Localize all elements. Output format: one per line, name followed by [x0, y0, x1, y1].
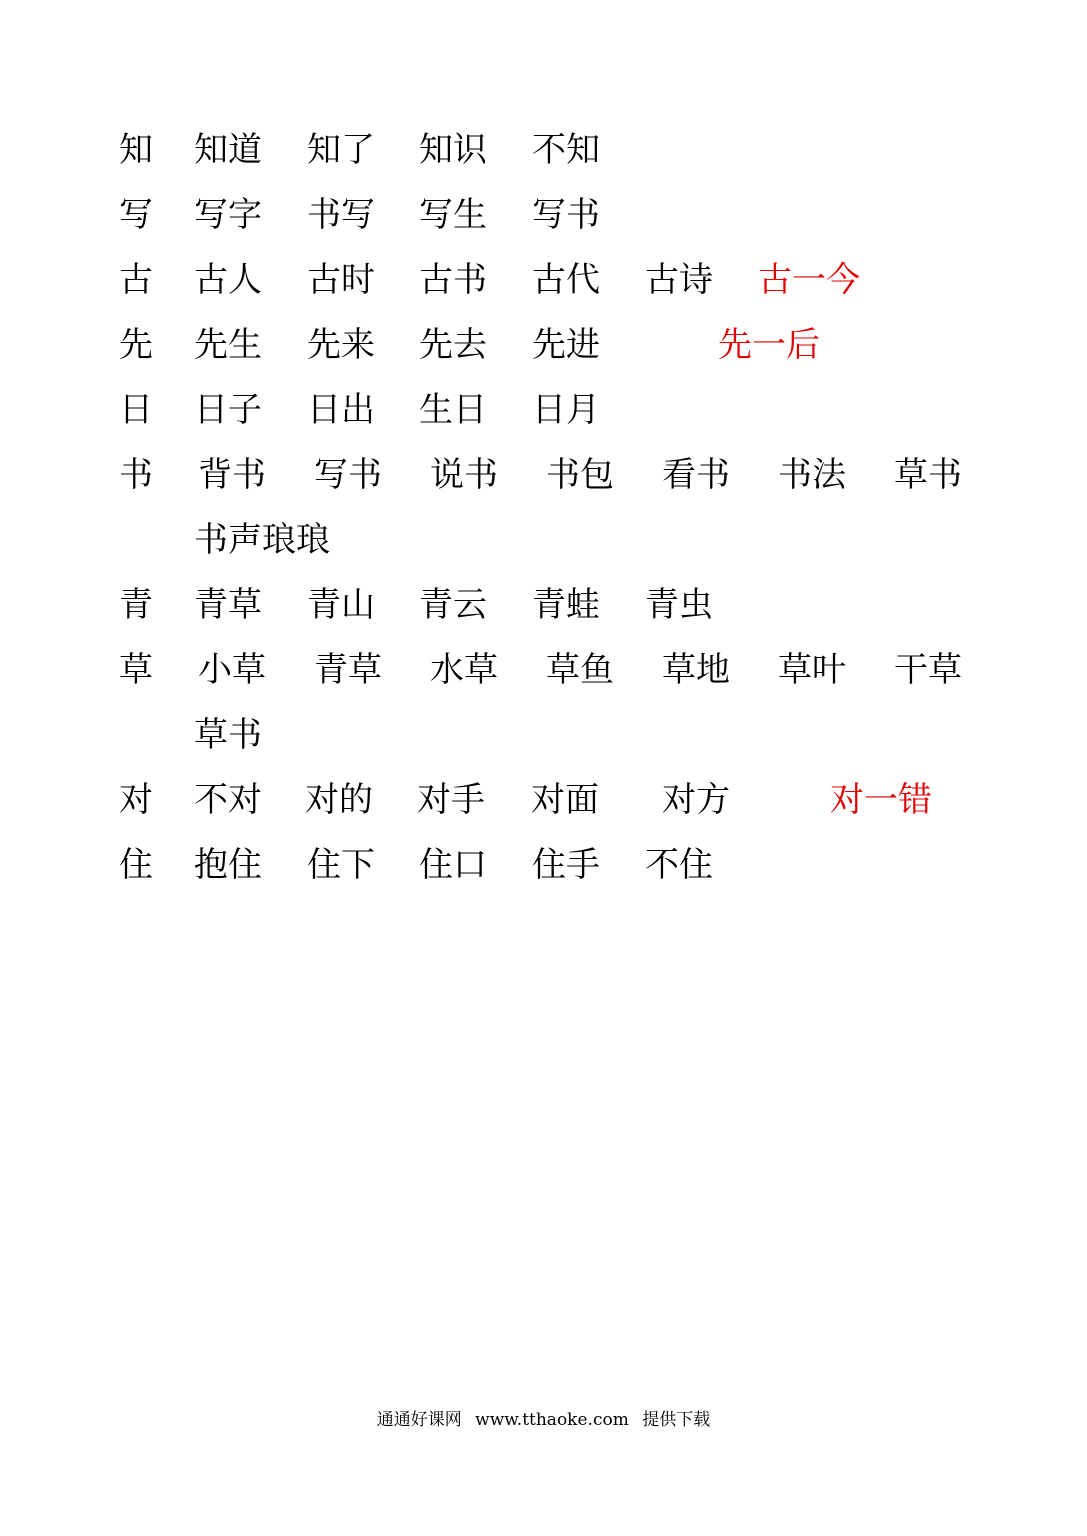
word: 住口 [419, 845, 487, 885]
head-char: 住 [119, 845, 153, 885]
head-char: 知 [119, 130, 153, 170]
word: 先进 [532, 325, 600, 365]
word: 看书 [662, 455, 730, 495]
word: 青云 [419, 585, 487, 625]
head-char: 先 [119, 325, 153, 365]
antonym-pair: 对一错 [830, 780, 932, 820]
head-char: 写 [119, 195, 153, 235]
word: 日月 [532, 390, 600, 430]
word: 不知 [532, 130, 600, 170]
word: 日出 [307, 390, 375, 430]
footer-url[interactable]: www.tthaoke.com [475, 1410, 629, 1430]
word: 书声琅琅 [194, 520, 330, 560]
word: 古书 [419, 260, 487, 300]
word: 书法 [778, 455, 846, 495]
word: 先来 [307, 325, 375, 365]
word: 日子 [194, 390, 262, 430]
word: 住下 [307, 845, 375, 885]
word: 说书 [430, 455, 498, 495]
word: 青草 [194, 585, 262, 625]
word: 写书 [314, 455, 382, 495]
word: 住手 [532, 845, 600, 885]
footer-suffix: 提供下载 [642, 1410, 711, 1430]
word: 青山 [307, 585, 375, 625]
word: 古代 [532, 260, 600, 300]
word: 青蛙 [532, 585, 600, 625]
word: 书写 [307, 195, 375, 235]
head-char: 书 [119, 455, 153, 495]
head-char: 古 [119, 260, 153, 300]
antonym-pair: 先一后 [718, 325, 820, 365]
word: 知识 [419, 130, 487, 170]
word: 写生 [419, 195, 487, 235]
head-char: 对 [119, 780, 153, 820]
word: 先生 [194, 325, 262, 365]
word: 背书 [198, 455, 266, 495]
word: 抱住 [194, 845, 262, 885]
word: 草书 [894, 455, 962, 495]
head-char: 日 [119, 390, 153, 430]
word: 青虫 [645, 585, 713, 625]
word: 写书 [532, 195, 600, 235]
word: 知了 [307, 130, 375, 170]
page-footer [0, 1408, 1087, 1432]
word: 古时 [307, 260, 375, 300]
footer-site-name: 通通好课网 [376, 1410, 462, 1430]
word: 不住 [645, 845, 713, 885]
word: 古人 [194, 260, 262, 300]
word: 写字 [194, 195, 262, 235]
word: 草书 [194, 715, 262, 755]
word: 对方 [662, 780, 730, 820]
word: 先去 [419, 325, 487, 365]
word: 草叶 [778, 650, 846, 690]
word: 对手 [417, 780, 485, 820]
word: 生日 [419, 390, 487, 430]
word: 小草 [198, 650, 266, 690]
word: 青草 [314, 650, 382, 690]
word: 书包 [546, 455, 614, 495]
word: 对面 [531, 780, 599, 820]
word: 水草 [430, 650, 498, 690]
word: 不对 [194, 780, 262, 820]
head-char: 青 [119, 585, 153, 625]
word: 草地 [662, 650, 730, 690]
word: 草鱼 [546, 650, 614, 690]
word: 对的 [305, 780, 373, 820]
word: 古诗 [645, 260, 713, 300]
head-char: 草 [119, 650, 153, 690]
word: 干草 [894, 650, 962, 690]
antonym-pair: 古一今 [758, 260, 860, 300]
word: 知道 [194, 130, 262, 170]
